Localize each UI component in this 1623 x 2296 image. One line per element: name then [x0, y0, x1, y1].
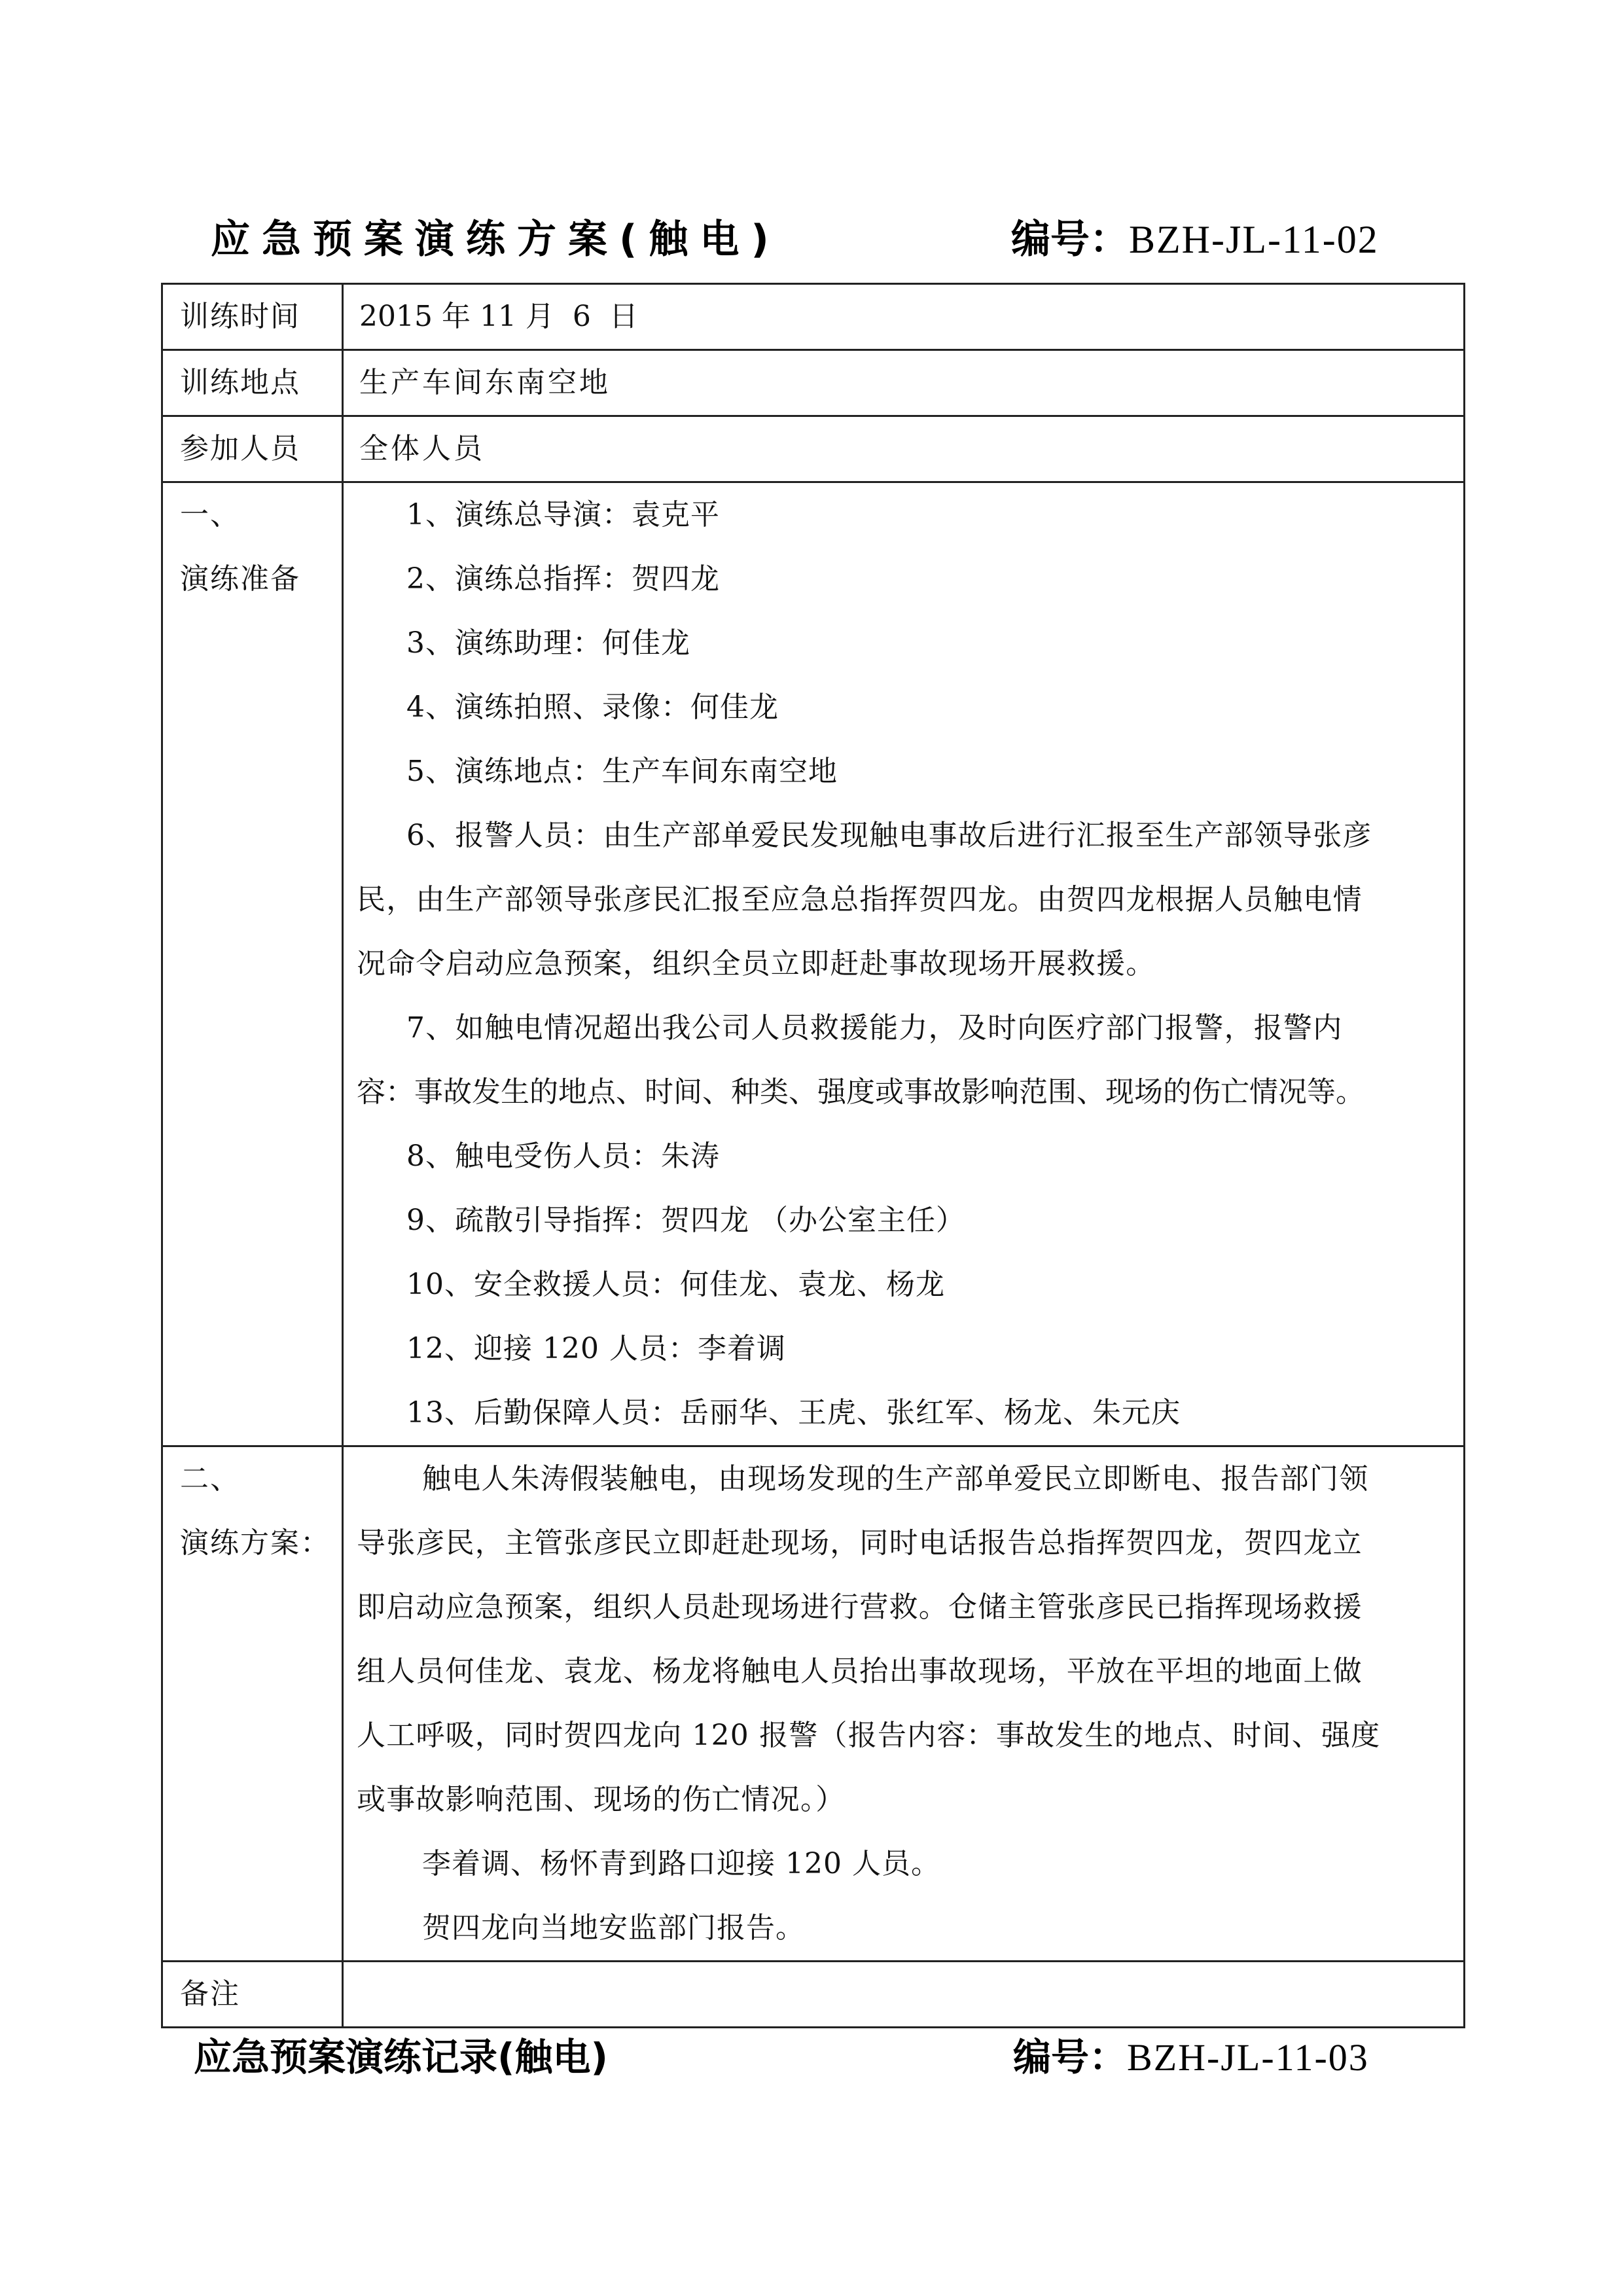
value-training-place: 生产车间东南空地 — [343, 350, 1465, 416]
plan-line: 导张彦民，主管张彦民立即赶赴现场，同时电话报告总指挥贺四龙，贺四龙立 — [357, 1526, 1363, 1560]
code-label: 编号： — [1011, 217, 1129, 262]
row-training-place — [162, 350, 1465, 416]
label-training-time: 训练时间 — [162, 284, 343, 350]
plan-line: 即启动应急预案，组织人员赴现场进行营救。仓储主管张彦民已指挥现场救援 — [357, 1590, 1363, 1624]
prep-item: 1、演练总导演：袁克平 — [406, 498, 720, 531]
prep-item: 3、演练助理：何佳龙 — [406, 626, 690, 660]
prep-item: 12、迎接 120 人员：李着调 — [406, 1332, 786, 1365]
value-participants: 全体人员 — [343, 416, 1465, 482]
section-title: 演练方案： — [180, 1526, 330, 1560]
plan-line: 组人员何佳龙、袁龙、杨龙将触电人员抬出事故现场，平放在平坦的地面上做 — [357, 1655, 1363, 1688]
plan-paragraph: 贺四龙向当地安监部门报告。 — [422, 1911, 805, 1945]
section-title: 演练准备 — [180, 562, 300, 596]
prep-item: 13、后勤保障人员：岳丽华、王虎、张红军、杨龙、朱元庆 — [406, 1396, 1181, 1429]
plan-line: 人工呼吸，同时贺四龙向 120 报警（报告内容：事故发生的地点、时间、强度 — [357, 1719, 1381, 1752]
section-number: 一、 — [180, 498, 240, 531]
label-training-place: 训练地点 — [162, 350, 343, 416]
code-label: 编号： — [1013, 2035, 1128, 2079]
document-code — [1011, 208, 1379, 264]
plan-content — [343, 1446, 1465, 1962]
document-title: 应急预案演练方案(触电) — [211, 217, 781, 262]
value-training-time: 2015 年 11 月 6 日 — [343, 284, 1465, 350]
plan-paragraph: 李着调、杨怀青到路口迎接 120 人员。 — [422, 1847, 940, 1880]
label-participants: 参加人员 — [162, 416, 343, 482]
record-code — [1013, 2026, 1369, 2081]
code-value: BZH-JL-11-03 — [1127, 2036, 1369, 2079]
code-value: BZH-JL-11-02 — [1129, 218, 1379, 261]
prep-item-6-line: 民，由生产部领导张彦民汇报至应急总指挥贺四龙。由贺四龙根据人员触电情 — [357, 883, 1363, 916]
row-participants — [162, 416, 1465, 482]
record-title: 应急预案演练记录(触电) — [194, 2035, 609, 2079]
prep-item-6-line: 况命令启动应急预案，组织全员立即赶赴事故现场开展救援。 — [357, 947, 1156, 980]
row-drill-plan — [162, 1446, 1465, 1962]
plan-line: 触电人朱涛假装触电，由现场发现的生产部单爱民立即断电、报告部门领 — [422, 1462, 1369, 1496]
drill-plan-table — [161, 283, 1465, 2028]
prep-item: 9、疏散引导指挥：贺四龙 （办公室主任） — [406, 1204, 965, 1237]
row-training-time — [162, 284, 1465, 350]
value-remarks — [343, 1962, 1465, 2028]
row-drill-preparation — [162, 482, 1465, 1446]
prep-content — [343, 482, 1465, 1446]
label-drill-preparation — [162, 482, 343, 1446]
prep-item-7-line: 容：事故发生的地点、时间、种类、强度或事故影响范围、现场的伤亡情况等。 — [357, 1075, 1364, 1109]
label-remarks: 备注 — [162, 1962, 343, 2028]
label-drill-plan — [162, 1446, 343, 1962]
prep-item: 5、演练地点：生产车间东南空地 — [406, 755, 838, 788]
prep-item: 4、演练拍照、录像：何佳龙 — [406, 691, 779, 724]
prep-item-7-line: 7、如触电情况超出我公司人员救援能力，及时向医疗部门报警，报警内 — [406, 1011, 1343, 1045]
row-remarks — [162, 1962, 1465, 2028]
prep-item: 10、安全救援人员：何佳龙、袁龙、杨龙 — [406, 1268, 945, 1301]
prep-item-6-line: 6、报警人员：由生产部单爱民发现触电事故后进行汇报至生产部领导张彦 — [406, 819, 1372, 852]
prep-item: 2、演练总指挥：贺四龙 — [406, 562, 720, 596]
section-number: 二、 — [180, 1462, 240, 1496]
prep-item: 8、触电受伤人员：朱涛 — [406, 1139, 720, 1173]
plan-line: 或事故影响范围、现场的伤亡情况。） — [357, 1783, 846, 1816]
